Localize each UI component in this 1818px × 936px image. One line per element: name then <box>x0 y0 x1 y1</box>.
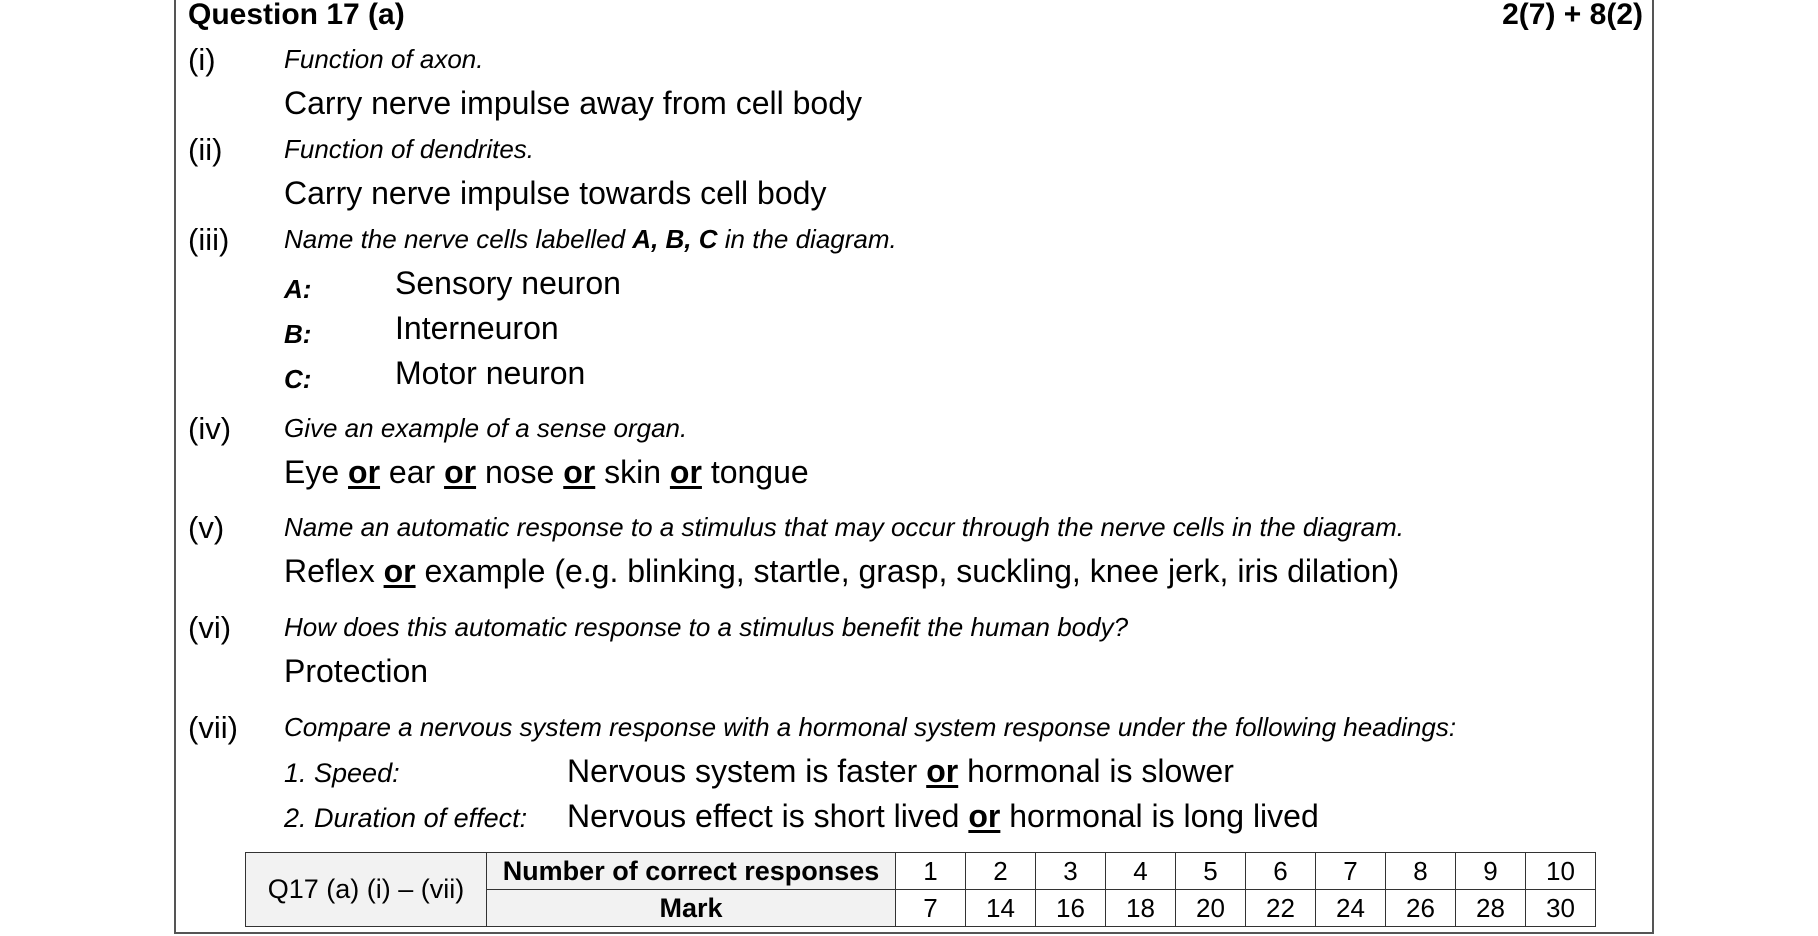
responses-cell: 6 <box>1246 853 1316 890</box>
neuron-label-c: C: <box>284 364 312 394</box>
responses-cell: 4 <box>1106 853 1176 890</box>
responses-cell: 3 <box>1036 853 1106 890</box>
answer-iv <box>284 454 809 491</box>
or-word: or <box>926 753 959 789</box>
prompt-ii: Function of dendrites. <box>284 134 535 164</box>
mark-cell: 18 <box>1106 890 1176 927</box>
mark-cell: 28 <box>1456 890 1526 927</box>
marking-row-responses <box>246 853 1596 890</box>
comparison-answer-speed <box>567 753 1234 790</box>
answer-v <box>284 553 1399 590</box>
neuron-name-c: Motor neuron <box>395 355 586 391</box>
prompt-iv: Give an example of a sense organ. <box>284 413 688 443</box>
answer-iv-text: tongue <box>701 454 809 490</box>
neuron-name-a: Sensory neuron <box>395 265 621 301</box>
item-number-ii: (ii) <box>188 132 223 167</box>
marks-allocation: 2(7) + 8(2) <box>1502 0 1643 31</box>
mark-cell: 20 <box>1176 890 1246 927</box>
answer-iv-text: Eye <box>284 454 349 490</box>
neuron-name-b: Interneuron <box>395 310 559 346</box>
mark-cell: 26 <box>1386 890 1456 927</box>
responses-cell: 5 <box>1176 853 1246 890</box>
item-number-iii: (iii) <box>188 222 230 257</box>
responses-cell: 9 <box>1456 853 1526 890</box>
prompt-v: Name an automatic response to a stimulus that may occur through the nerve cells in the diagram. <box>284 512 1405 542</box>
prompt-iii-labels: A, B, C <box>632 224 718 254</box>
item-number-iv: (iv) <box>188 411 232 446</box>
or-word: or <box>563 454 596 490</box>
responses-cell: 7 <box>1316 853 1386 890</box>
marking-table <box>245 852 1596 927</box>
responses-header: Number of correct responses <box>487 853 896 890</box>
prompt-iii-part3: in the diagram. <box>717 224 897 254</box>
responses-cell: 8 <box>1386 853 1456 890</box>
answer-ii: Carry nerve impulse towards cell body <box>284 175 827 211</box>
item-number-v: (v) <box>188 510 225 545</box>
answer-v-text: Reflex <box>284 553 384 589</box>
comparison-answer-duration <box>567 798 1319 835</box>
neuron-label-b: B: <box>284 319 312 349</box>
or-word: or <box>669 454 702 490</box>
answer-vi: Protection <box>284 653 429 689</box>
prompt-iii-part1: Name the nerve cells labelled <box>284 224 633 254</box>
mark-cell: 14 <box>966 890 1036 927</box>
answer-v-text: example (e.g. blinking, startle, grasp, suckling, knee jerk, iris dilation) <box>415 553 1400 589</box>
comparison-label-speed: 1. Speed: <box>284 758 400 788</box>
mark-cell: 30 <box>1526 890 1596 927</box>
comparison-text: hormonal is slower <box>958 753 1234 789</box>
comparison-label-duration: 2. Duration of effect: <box>284 803 528 833</box>
question-title: Question 17 (a) <box>188 0 405 31</box>
prompt-i: Function of axon. <box>284 44 484 74</box>
answer-iv-text: nose <box>476 454 564 490</box>
mark-cell: 7 <box>896 890 966 927</box>
responses-cell: 2 <box>966 853 1036 890</box>
mark-cell: 24 <box>1316 890 1386 927</box>
mark-cell: 16 <box>1036 890 1106 927</box>
item-number-i: (i) <box>188 42 216 77</box>
item-number-vi: (vi) <box>188 610 232 645</box>
answer-iv-text: ear <box>380 454 445 490</box>
item-number-vii: (vii) <box>188 710 238 745</box>
responses-cell: 10 <box>1526 853 1596 890</box>
prompt-vi: How does this automatic response to a stimulus benefit the human body? <box>284 612 1129 642</box>
prompt-vii: Compare a nervous system response with a hormonal system response under the following headings: <box>284 712 1457 742</box>
neuron-label-a: A: <box>284 274 312 304</box>
mark-cell: 22 <box>1246 890 1316 927</box>
mark-header: Mark <box>487 890 896 927</box>
marking-row-label: Q17 (a) (i) – (vii) <box>246 853 487 927</box>
comparison-text: Nervous system is faster <box>567 753 927 789</box>
answer-i: Carry nerve impulse away from cell body <box>284 85 862 121</box>
prompt-iii <box>284 224 897 255</box>
responses-cell: 1 <box>896 853 966 890</box>
comparison-text: hormonal is long lived <box>1000 798 1319 834</box>
answer-iv-text: skin <box>595 454 670 490</box>
or-word: or <box>383 553 416 589</box>
or-word: or <box>444 454 477 490</box>
or-word: or <box>968 798 1001 834</box>
or-word: or <box>348 454 381 490</box>
comparison-text: Nervous effect is short lived <box>567 798 969 834</box>
